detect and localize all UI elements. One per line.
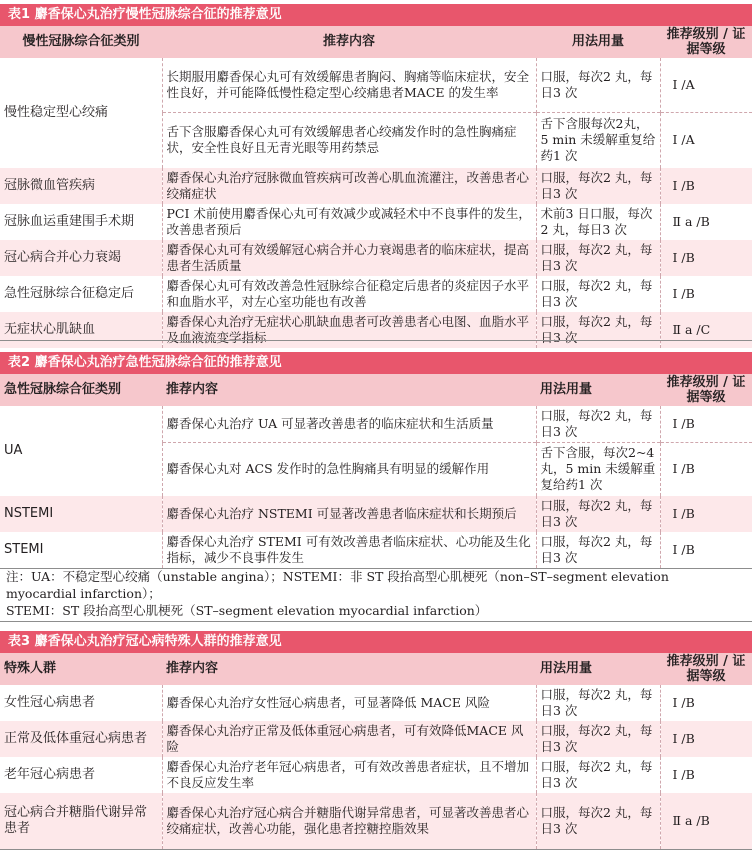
table1-title: 表1 麝香保心丸治疗慢性冠脉综合征的推荐意见 [0,4,752,26]
row-category: 慢性稳定型心绞痛 [0,58,162,168]
table3-title: 表3 麝香保心丸治疗冠心病特殊人群的推荐意见 [0,631,752,653]
header-content: 推荐内容 [162,26,536,58]
row-category: 老年冠心病患者 [0,757,162,793]
header-dose: 用法用量 [536,653,660,685]
row-category: 冠脉微血管疾病 [0,168,162,204]
row-category: NSTEMI [0,496,162,532]
row-content: 麝香保心丸治疗 NSTEMI 可显著改善患者临床症状和长期预后 [162,496,536,532]
row-dose: 口服，每次2 丸，每日3 次 [536,685,660,721]
header-dose: 用法用量 [536,26,660,58]
note-line: STEMI：ST 段抬高型心肌梗死（ST–segment elevation myocardial infarction） [6,603,488,618]
row-content: 麝香保心丸治疗 STEMI 可有效改善患者临床症状、心功能及生化指标，减少不良事件发生 [162,532,536,568]
row-dose: 口服，每次2 丸，每日3 次 [536,721,660,757]
row-category: STEMI [0,532,162,568]
row-level: Ⅱ a /B [660,204,752,240]
header-level: 推荐级别 / 证据等级 [660,374,752,406]
row-content: 麝香保心丸治疗正常及低体重冠心病患者，可有效降低MACE 风险 [162,721,536,757]
row-dose: 舌下含服每次2丸，5 min 未缓解重复给药1 次 [536,112,660,168]
table-row [0,168,752,204]
row-dose: 口服，每次2 丸，每日3 次 [536,406,660,442]
header-category: 急性冠脉综合征类别 [0,374,162,406]
note-bottom-rule [0,621,752,622]
row-content: 麝香保心丸治疗冠脉微血管疾病可改善心肌血流灌注，改善患者心绞痛症状 [162,168,536,204]
table3 [0,653,752,849]
row-level: Ⅱ a /B [660,793,752,849]
table-row [0,793,752,849]
row-level: Ⅰ /A [660,58,752,112]
row-content: 麝香保心丸对 ACS 发作时的急性胸痛具有明显的缓解作用 [162,442,536,496]
row-category: UA [0,406,162,496]
table-row [0,58,752,112]
header-category: 慢性冠脉综合征类别 [0,26,162,58]
header-dose: 用法用量 [536,374,660,406]
table2-header-row [0,374,752,406]
table-row [0,496,752,532]
row-content: 舌下含服麝香保心丸可有效缓解患者心绞痛发作时的急性胸痛症状，安全性良好且无青光眼等用药禁忌 [162,112,536,168]
row-category: 无症状心肌缺血 [0,312,162,348]
row-content: 麝香保心丸治疗无症状心肌缺血患者可改善患者心电图、血脂水平及血液流变学指标 [162,312,536,348]
row-level: Ⅰ /B [660,406,752,442]
row-level: Ⅰ /B [660,168,752,204]
note-line: myocardial infarction）； [6,586,161,601]
row-dose: 舌下含服，每次2~4丸，5 min 未缓解重复给药1 次 [536,442,660,496]
table2 [0,374,752,568]
table-row [0,276,752,312]
table-row [0,204,752,240]
row-level: Ⅰ /B [660,240,752,276]
note-line: 注：UA：不稳定型心绞痛（unstable angina）；NSTEMI：非 ST 段抬高型心肌梗死（non–ST–segment elevation [6,569,669,584]
row-content: 麝香保心丸治疗女性冠心病患者，可显著降低 MACE 风险 [162,685,536,721]
table2-title: 表2 麝香保心丸治疗急性冠脉综合征的推荐意见 [0,352,752,374]
row-category: 正常及低体重冠心病患者 [0,721,162,757]
row-dose: 口服，每次2 丸，每日3 次 [536,240,660,276]
header-level: 推荐级别 / 证据等级 [660,26,752,58]
table1 [0,26,752,348]
row-content: 麝香保心丸可有效缓解冠心病合并心力衰竭患者的临床症状，提高患者生活质量 [162,240,536,276]
row-category: 女性冠心病患者 [0,685,162,721]
table-row [0,406,752,442]
row-dose: 口服，每次2 丸，每日3 次 [536,793,660,849]
row-level: Ⅰ /B [660,442,752,496]
row-dose: 术前3 日口服，每次2 丸，每日3 次 [536,204,660,240]
row-level: Ⅰ /B [660,757,752,793]
row-level: Ⅰ /B [660,532,752,568]
table-row [0,721,752,757]
header-category: 特殊人群 [0,653,162,685]
row-content: 麝香保心丸可有效改善急性冠脉综合征稳定后患者的炎症因子水平和血脂水平，对左心室功能也有改善 [162,276,536,312]
table-row [0,685,752,721]
row-dose: 口服，每次2 丸，每日3 次 [536,496,660,532]
row-dose: 口服，每次2 丸，每日3 次 [536,276,660,312]
table-row [0,312,752,348]
row-dose: 口服，每次2 丸，每日3 次 [536,532,660,568]
header-content: 推荐内容 [162,374,536,406]
table-row [0,532,752,568]
table2-note [6,568,746,619]
row-level: Ⅰ /B [660,721,752,757]
row-category: 冠心病合并心力衰竭 [0,240,162,276]
table-row [0,240,752,276]
row-category: 急性冠脉综合征稳定后 [0,276,162,312]
table1-bottom-rule [0,340,752,341]
row-dose: 口服，每次2 丸，每日3 次 [536,312,660,348]
row-dose: 口服，每次2 丸，每日3 次 [536,58,660,112]
row-content: 麝香保心丸治疗老年冠心病患者，可有效改善患者症状，且不增加不良反应发生率 [162,757,536,793]
header-content: 推荐内容 [162,653,536,685]
row-dose: 口服，每次2 丸，每日3 次 [536,168,660,204]
table1-header-row [0,26,752,58]
row-category: 冠心病合并糖脂代谢异常患者 [0,793,162,849]
table-row [0,757,752,793]
row-content: 麝香保心丸治疗冠心病合并糖脂代谢异常患者，可显著改善患者心绞痛症状，改善心功能，强化患者控糖控脂效果 [162,793,536,849]
row-content: 长期服用麝香保心丸可有效缓解患者胸闷、胸痛等临床症状，安全性良好，并可能降低慢性稳定型心绞痛患者MACE 的发生率 [162,58,536,112]
row-category: 冠脉血运重建围手术期 [0,204,162,240]
row-level: Ⅰ /B [660,276,752,312]
row-level: Ⅱ a /C [660,312,752,348]
row-content: 麝香保心丸治疗 UA 可显著改善患者的临床症状和生活质量 [162,406,536,442]
row-dose: 口服，每次2 丸，每日3 次 [536,757,660,793]
row-level: Ⅰ /B [660,685,752,721]
table3-header-row [0,653,752,685]
row-level: Ⅰ /A [660,112,752,168]
row-level: Ⅰ /B [660,496,752,532]
header-level: 推荐级别 / 证据等级 [660,653,752,685]
row-content: PCI 术前使用麝香保心丸可有效减少或减轻术中不良事件的发生，改善患者预后 [162,204,536,240]
